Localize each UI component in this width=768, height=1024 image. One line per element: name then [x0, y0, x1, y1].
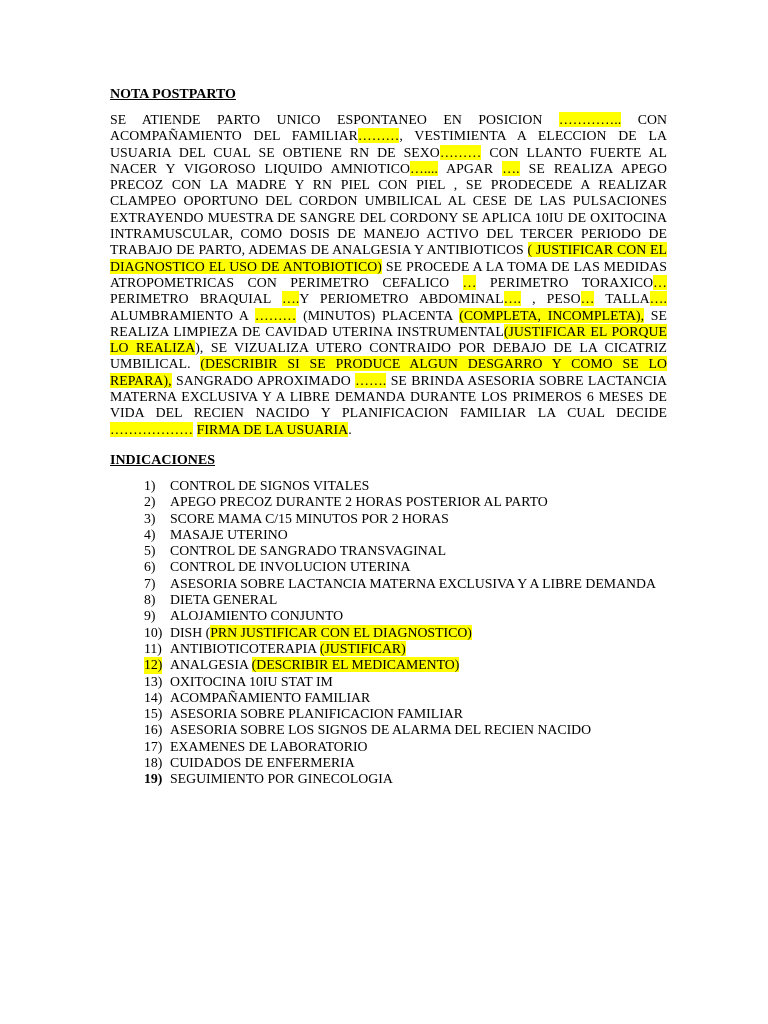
highlighted-text: …………..: [558, 112, 622, 127]
highlighted-text: (COMPLETA, INCOMPLETA),: [459, 307, 645, 323]
indicacion-number: 15): [144, 706, 163, 722]
text-segment: SE REALIZA LIMPIEZA DE CAVIDAD UTERINA INSTRUMENTAL: [110, 307, 668, 339]
indicacion-number: 17): [144, 738, 163, 754]
indicacion-item: [110, 543, 667, 559]
text-segment: CONTROL DE SIGNOS VITALES: [170, 477, 370, 493]
indicacion-item: [110, 608, 667, 624]
highlighted-text: …: [580, 291, 595, 307]
indicacion-number: 2): [144, 494, 156, 510]
indicacion-item: [110, 527, 667, 543]
indicacion-number: 18): [144, 754, 163, 770]
document-content: [110, 86, 667, 788]
highlighted-text: …….: [355, 372, 387, 388]
text-segment: ANTIBIOTICOTERAPIA: [170, 640, 320, 656]
text-segment: EXAMENES DE LABORATORIO: [170, 738, 368, 754]
indicacion-number: 6): [144, 559, 156, 575]
text-segment: Y PERIOMETRO ABDOMINAL: [299, 291, 504, 307]
highlighted-text: (JUSTIFICAR): [319, 640, 406, 656]
highlighted-text: ….: [502, 160, 520, 176]
text-segment: CONTROL DE INVOLUCION UTERINA: [170, 559, 411, 575]
indicacion-number: 5): [144, 543, 156, 559]
text-segment: CUIDADOS DE ENFERMERIA: [170, 754, 355, 770]
text-segment: ASESORIA SOBRE PLANIFICACION FAMILIAR: [170, 706, 463, 722]
indicacion-item: [110, 690, 667, 706]
text-segment: ANALGESIA: [170, 657, 252, 673]
indicacion-number: 19): [144, 771, 163, 787]
text-segment: APEGO PRECOZ DURANTE 2 HORAS POSTERIOR AL PARTO: [170, 494, 548, 510]
indicaciones-list: [110, 478, 667, 788]
text-segment: APGAR: [437, 160, 503, 176]
text-segment: (MINUTOS) PLACENTA: [296, 307, 460, 323]
indicacion-number: 11): [144, 640, 162, 656]
indicacion-item: [110, 559, 667, 575]
text-segment: .: [348, 421, 352, 437]
text-segment: SANGRADO APROXIMADO: [171, 372, 356, 388]
indicacion-item: [110, 494, 667, 510]
text-segment: ASESORIA SOBRE LACTANCIA MATERNA EXCLUSIVA Y A LIBRE DEMANDA: [170, 575, 656, 591]
text-segment: CONTROL DE SANGRADO TRANSVAGINAL: [170, 543, 447, 559]
indicacion-number: 12): [144, 657, 163, 673]
text-segment: , VESTIMIENTA A ELECCION DE LA USUARIA DEL CUAL SE OBTIENE RN DE SEXO: [110, 128, 668, 160]
indicacion-item: [110, 576, 667, 592]
indicacion-number: 7): [144, 575, 156, 591]
highlighted-text: ………: [254, 307, 297, 323]
nota-postparto-paragraph: [110, 112, 667, 438]
text-segment: , PESO: [521, 291, 581, 307]
text-segment: SE PROCEDE A LA TOMA DE LAS MEDIDAS ATROPOMETRICAS CON PERIMETRO CEFALICO: [110, 258, 667, 290]
indicacion-item: [110, 722, 667, 738]
highlighted-text: …....: [410, 160, 438, 176]
indicacion-item: [110, 511, 667, 527]
highlighted-text: ….: [649, 291, 667, 307]
text-segment: TALLA: [594, 291, 650, 307]
indicacion-item: [110, 625, 667, 641]
text-segment: ALOJAMIENTO CONJUNTO: [170, 608, 344, 624]
text-segment: ), SE VIZUALIZA UTERO CONTRAIDO POR DEBAJO DE LA CICATRIZ UMBILICAL.: [110, 340, 667, 372]
highlighted-text: ………: [357, 128, 400, 144]
highlighted-text: FIRMA DE LA USUARIA: [196, 421, 349, 437]
highlighted-text: (JUSTIFICAR EL PORQUE LO REALIZA: [110, 323, 667, 356]
text-segment: SE BRINDA ASESORIA SOBRE LACTANCIA MATERNA EXCLUSIVA Y A LIBRE DEMANDA DURANTE LOS PRIMEROS 6 MESES DE VIDA DEL RECIEN NACIDO Y PLANIFICACION FAMILIAR LA CUAL DECIDE: [110, 372, 667, 421]
indicacion-number: 10): [144, 624, 163, 640]
highlighted-text: PRN JUSTIFICAR CON EL DIAGNOSTICO): [210, 624, 472, 640]
indicacion-item: [110, 739, 667, 755]
highlighted-text: ………………: [110, 421, 194, 437]
indicacion-number: 8): [144, 592, 156, 608]
text-segment: PERIMETRO BRAQUIAL: [110, 291, 282, 307]
indicacion-number: 16): [144, 722, 163, 738]
indicacion-number: 1): [144, 477, 156, 493]
highlighted-text: (DESCRIBIR EL MEDICAMENTO): [251, 657, 460, 673]
indicacion-item: [110, 657, 667, 673]
indicacion-number: 3): [144, 510, 156, 526]
nota-postparto-heading: NOTA POSTPARTO: [110, 87, 236, 102]
text-segment: DISH (: [170, 624, 211, 640]
highlighted-text: ….: [503, 291, 521, 307]
text-segment: CON ACOMPAÑAMIENTO DEL FAMILIAR: [110, 112, 667, 144]
highlighted-text: …: [462, 274, 477, 290]
text-segment: OXITOCINA 10IU STAT IM: [170, 673, 333, 689]
indicacion-number: 9): [144, 608, 156, 624]
text-segment: SCORE MAMA C/15 MINUTOS POR 2 HORAS: [170, 510, 449, 526]
highlighted-text: …: [653, 274, 667, 290]
indicacion-item: [110, 641, 667, 657]
text-segment: ASESORIA SOBRE LOS SIGNOS DE ALARMA DEL RECIEN NACIDO: [170, 722, 592, 738]
indicacion-number: 4): [144, 526, 156, 542]
indicacion-number: 13): [144, 673, 163, 689]
indicacion-item: [110, 771, 667, 787]
text-segment: SE ATIENDE PARTO UNICO ESPONTANEO EN POSICION: [110, 112, 559, 127]
highlighted-text: ………: [439, 144, 482, 160]
text-segment: ACOMPAÑAMIENTO FAMILIAR: [170, 689, 371, 705]
text-segment: SEGUIMIENTO POR GINECOLOGIA: [170, 771, 393, 787]
text-segment: CON LLANTO FUERTE AL NACER Y VIGOROSO LIQUIDO AMNIOTICO: [110, 144, 668, 176]
text-segment: DIETA GENERAL: [170, 592, 278, 608]
text-segment: MASAJE UTERINO: [170, 526, 288, 542]
indicacion-item: [110, 592, 667, 608]
highlighted-text: (DESCRIBIR SI SE PRODUCE ALGUN DESGARRO Y COMO SE LO REPARA),: [110, 356, 667, 388]
indicacion-item: [110, 706, 667, 722]
text-segment: SE REALIZA APEGO PRECOZ CON LA MADRE Y RN PIEL CON PIEL , SE PRODECEDE A REALIZAR CLAMPEO OPORTUNO DEL CORDON UMBILICAL AL CESE DE LAS PULSACIONES EXTRAYENDO MUESTRA DE SANGRE DEL CORDONY SE APLICA 10IU DE OXITOCINA INTRAMUSCULAR, COMO DOSIS DE MANEJO ACTIVO DEL TERCER PERIODO DE TRABAJO DE PARTO, ADEMAS DE ANALGESIA Y ANTIBIOTICOS: [110, 160, 667, 258]
indicacion-item: [110, 674, 667, 690]
highlighted-text: ….: [281, 291, 300, 307]
indicacion-item: [110, 478, 667, 494]
text-segment: ALUMBRAMIENTO A: [110, 307, 255, 323]
text-segment: PERIMETRO TORAXICO: [476, 274, 654, 290]
indicacion-number: 14): [144, 689, 163, 705]
indicaciones-heading: INDICACIONES: [110, 452, 216, 468]
highlighted-text: ( JUSTIFICAR CON EL DIAGNOSTICO EL USO DE ANTOBIOTICO): [110, 242, 667, 274]
indicacion-item: [110, 755, 667, 771]
